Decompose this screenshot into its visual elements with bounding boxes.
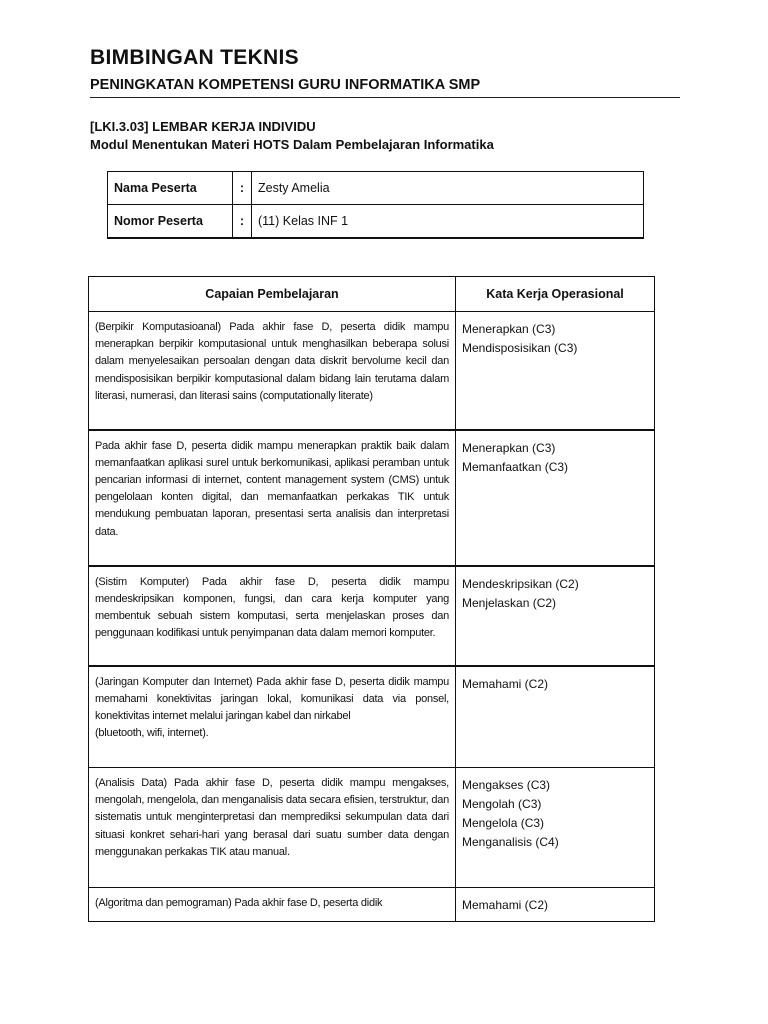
verb-item: Menjelaskan (C2) — [462, 595, 557, 610]
participant-number-separator: : — [233, 205, 252, 239]
verb-item: Menerapkan (C3) — [462, 322, 556, 336]
table-header-row — [89, 277, 655, 312]
operational-verbs — [456, 566, 655, 666]
table-row — [89, 430, 655, 566]
participant-row-name — [108, 172, 644, 205]
participant-name-value: Zesty Amelia — [252, 172, 644, 205]
table-row — [89, 566, 655, 666]
module-title: Modul Menentukan Materi HOTS Dalam Pembelajaran Informatika — [90, 137, 494, 152]
verb-item: Mengelola (C3) — [462, 816, 545, 830]
header-capaian-pembelajaran: Capaian Pembelajaran — [89, 277, 456, 312]
participant-name-separator: : — [233, 172, 252, 205]
verb-item: Memanfaatkan (C3) — [462, 459, 569, 474]
verb-item: Mendeskripsikan (C2) — [462, 576, 579, 591]
outcome-description: (Berpikir Komputasioanal) Pada akhir fase D, peserta didik mampu menerapkan berpikir komputasional untuk menghasilkan beberapa solusi dalam menyelesaikan persoalan dengan data diskrit bervolume kecil dan mendisposisikan berpikir komputasional dalam bidang lain terutama dalam literasi, numerasi, dan literasi sains (computationally literate) — [89, 312, 456, 430]
header-title: BIMBINGAN TEKNIS — [90, 46, 299, 69]
outcome-description: (Sistim Komputer) Pada akhir fase D, peserta didik mampu mendeskripsikan komponen, fungsi, dan cara kerja komputer yang membentuk sebuah sistem komputasi, serta menjelaskan proses dan penggunaan kodifikasi untuk penyimpanan data dalam memori komputer. — [89, 566, 456, 666]
verb-item: Memahami (C2) — [462, 676, 549, 691]
outcome-description: (Algoritma dan pemograman) Pada akhir fase D, peserta didik — [89, 888, 456, 922]
table-row — [89, 888, 655, 922]
worksheet-code: [LKI.3.03] LEMBAR KERJA INDIVIDU — [90, 119, 316, 134]
table-row — [89, 768, 655, 888]
operational-verbs — [456, 666, 655, 768]
header-subtitle: PENINGKATAN KOMPETENSI GURU INFORMATIKA SMP — [90, 77, 481, 93]
verb-item: Memahami (C2) — [462, 898, 549, 912]
header-divider — [90, 97, 680, 98]
participant-row-number — [108, 205, 644, 239]
learning-outcomes-table — [88, 276, 655, 922]
table-row — [89, 312, 655, 430]
header-kata-kerja-operasional: Kata Kerja Operasional — [456, 277, 655, 312]
verb-item: Mengolah (C3) — [462, 797, 542, 811]
verb-item: Menerapkan (C3) — [462, 440, 556, 455]
outcome-description — [89, 666, 456, 768]
verb-item: Mendisposisikan (C3) — [462, 341, 578, 355]
operational-verbs — [456, 430, 655, 566]
outcome-description: (Analisis Data) Pada akhir fase D, peserta didik mampu mengakses, mengolah, mengelola, dan menganalisis data secara efisien, terstruktur, dan sistematis untuk menginterpretasi dan memprediksi sekumpulan data dari situasi konkret sehari-hari yang berasal dari suatu sumber data dengan menggunakan perkakas TIK atau manual. — [89, 768, 456, 888]
participant-name-label: Nama Peserta — [108, 172, 233, 205]
participant-number-label: Nomor Peserta — [108, 205, 233, 239]
participant-table — [107, 171, 644, 239]
operational-verbs — [456, 768, 655, 888]
verb-item: Menganalisis (C4) — [462, 835, 559, 849]
table-row — [89, 666, 655, 768]
participant-number-value: (11) Kelas INF 1 — [252, 205, 644, 239]
operational-verbs — [456, 888, 655, 922]
outcome-description-text: (Jaringan Komputer dan Internet) Pada akhir fase D, peserta didik mampu memahami konektivitas jaringan lokal, komunikasi data via ponsel, konektivitas internet melalui jaringan kabel dan nirkabel — [95, 675, 449, 722]
outcome-description: Pada akhir fase D, peserta didik mampu menerapkan praktik baik dalam memanfaatkan aplikasi surel untuk berkomunikasi, aplikasi peramban untuk pencarian informasi di internet, content management system (CMS) untuk pengelolaan konten digital, dan memanfaatkan perkakas TIK untuk mendukung pembuatan laporan, presentasi serta analisis dan interpretasi data. — [89, 430, 456, 566]
outcome-description-text-line2: (bluetooth, wifi, internet). — [95, 727, 209, 740]
operational-verbs — [456, 312, 655, 430]
verb-item: Mengakses (C3) — [462, 778, 551, 792]
